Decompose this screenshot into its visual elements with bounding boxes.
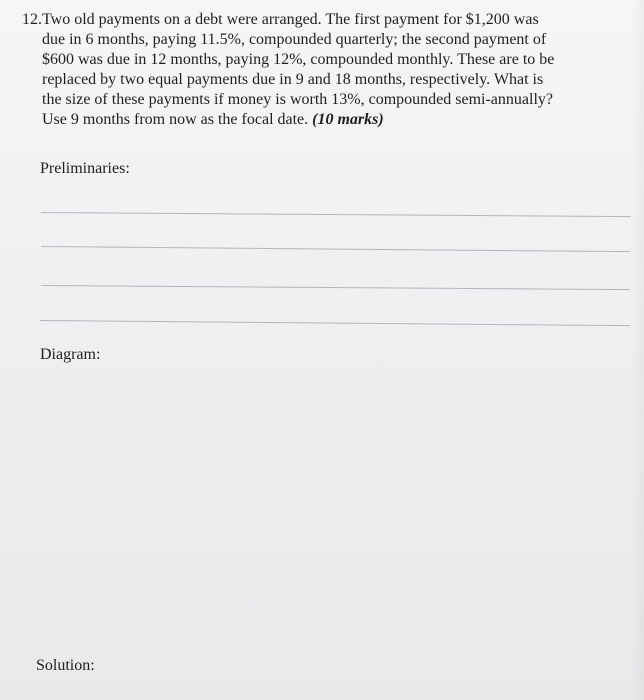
question-line: Use 9 months from now as the focal date. [42,111,309,128]
question-line: the size of these payments if money is worth 13%, compounded semi-annually? [42,91,553,108]
question-text [42,10,627,130]
answer-line [41,246,630,252]
question-marks: (10 marks) [312,111,384,128]
preliminaries-label: Preliminaries: [40,160,130,177]
solution-label: Solution: [36,657,95,674]
question-line: $600 was due in 12 months, paying 12%, compounded monthly. These are to be [42,51,555,68]
page-edge-shadow [632,0,644,700]
question-12 [22,10,627,130]
question-line: replaced by two equal payments due in 9 and 18 months, respectively. What is [42,71,544,88]
diagram-label: Diagram: [40,346,101,363]
question-line: due in 6 months, paying 11.5%, compounded quarterly; the second payment of [42,31,547,48]
answer-line [41,212,631,217]
question-number: 12. [22,11,42,28]
answer-line [41,285,630,290]
question-line: Two old payments on a debt were arranged. The first payment for $1,200 was [42,11,539,28]
answer-line [40,320,630,326]
